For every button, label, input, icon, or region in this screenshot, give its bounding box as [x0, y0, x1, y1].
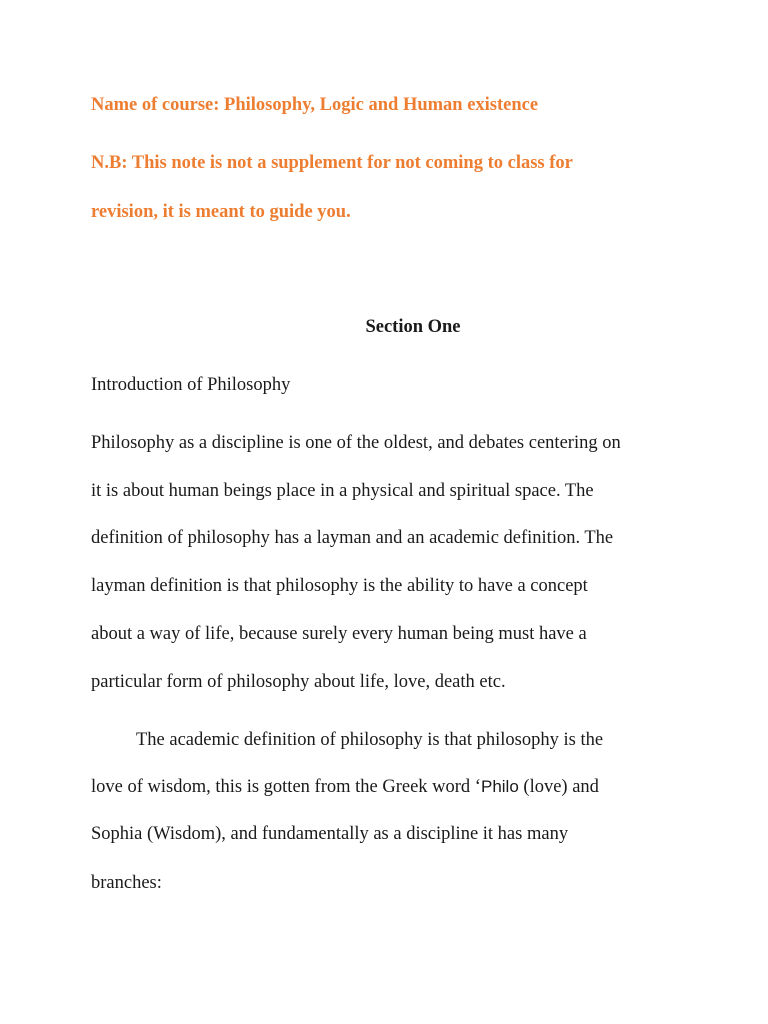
paragraph-2-line-1: The academic definition of philosophy is that philosophy is the [136, 730, 604, 750]
course-name-line: Name of course: Philosophy, Logic and Human existence [91, 95, 539, 115]
paragraph-1-line-5: about a way of life, because surely every human being must have a [91, 624, 587, 644]
note-line-1: N.B: This note is not a supplement for not coming to class for [91, 153, 573, 173]
paragraph-2-line-4: branches: [91, 873, 162, 893]
note-line-2: revision, it is meant to guide you. [91, 202, 351, 222]
paragraph-2-line-3: Sophia (Wisdom), and fundamentally as a discipline it has many [91, 824, 569, 844]
philo-word: Philo [480, 777, 519, 796]
section-subheading: Introduction of Philosophy [91, 375, 291, 395]
paragraph-1-line-3: definition of philosophy has a layman and an academic definition. The [91, 528, 614, 548]
paragraph-1-line-4: layman definition is that philosophy is the ability to have a concept [91, 576, 588, 596]
paragraph-2-line-2-start: love of wisdom, this is gotten from the Greek word ‘ [91, 777, 481, 797]
paragraph-2-line-2-end: (love) and [518, 777, 599, 797]
paragraph-1-line-1: Philosophy as a discipline is one of the oldest, and debates centering on [91, 433, 621, 453]
paragraph-1-line-2: it is about human beings place in a physical and spiritual space. The [91, 481, 594, 501]
paragraph-2-line-2 [91, 775, 599, 799]
paragraph-1-line-6: particular form of philosophy about life, love, death etc. [91, 672, 506, 692]
section-heading: Section One [365, 317, 461, 337]
